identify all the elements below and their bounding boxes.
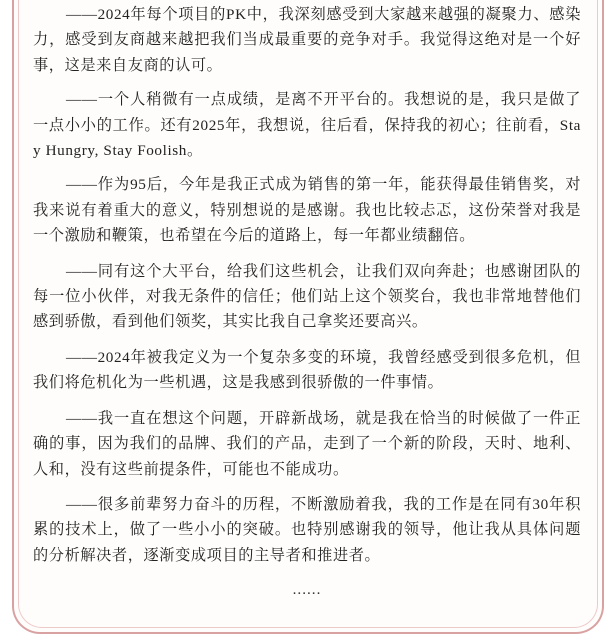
paragraph: ——我一直在想这个问题，开辟新战场，就是我在恰当的时候做了一件正确的事，因为我们的品牌、我们的产品，走到了一个新的阶段，天时、地利、人和，没有这些前提条件，可能也不能成功。: [33, 409, 581, 478]
article-body: [33, 0, 581, 603]
paragraph: ——同有这个大平台，给我们这些机会，让我们双向奔赴；也感谢团队的每一位小伙伴，对我无条件的信任；他们站上这个领奖台，我也非常地替他们感到骄傲，看到他们领奖，其实比我自己拿奖还要高兴。: [33, 262, 581, 331]
paragraph: ——2024年每个项目的PK中，我深刻感受到大家越来越强的凝聚力、感染力，感受到友商越来越把我们当成最重要的竞争对手。我觉得这绝对是一个好事，这是来自友商的认可。: [33, 6, 581, 74]
paragraph: ——一个人稍微有一点成绩，是离不开平台的。我想说的是，我只是做了一点小小的工作。还有2025年，我想说，往后看，保持我的初心；往前看，Stay Hungry, Stay Foolish。: [33, 91, 581, 160]
paragraph: ——很多前辈努力奋斗的历程，不断激励着我，我的工作是在同有30年积累的技术上，做了一些小小的突破。也特别感谢我的领导，他让我从具体问题的分析解决者，逐渐变成项目的主导者和推进者。: [33, 495, 581, 564]
ellipsis: ......: [292, 581, 322, 599]
paragraph: ——作为95后，今年是我正式成为销售的第一年，能获得最佳销售奖，对我来说有着重大的意义，特别想说的是感谢。我也比较忐忑，这份荣誉对我是一个激励和鞭策，也希望在今后的道路上，每一年都业绩翻倍。: [33, 176, 581, 245]
paragraph: ——2024年被我定义为一个复杂多变的环境，我曾经感受到很多危机，但我们将危机化为一些机遇，这是我感到很骄傲的一件事情。: [33, 348, 581, 392]
